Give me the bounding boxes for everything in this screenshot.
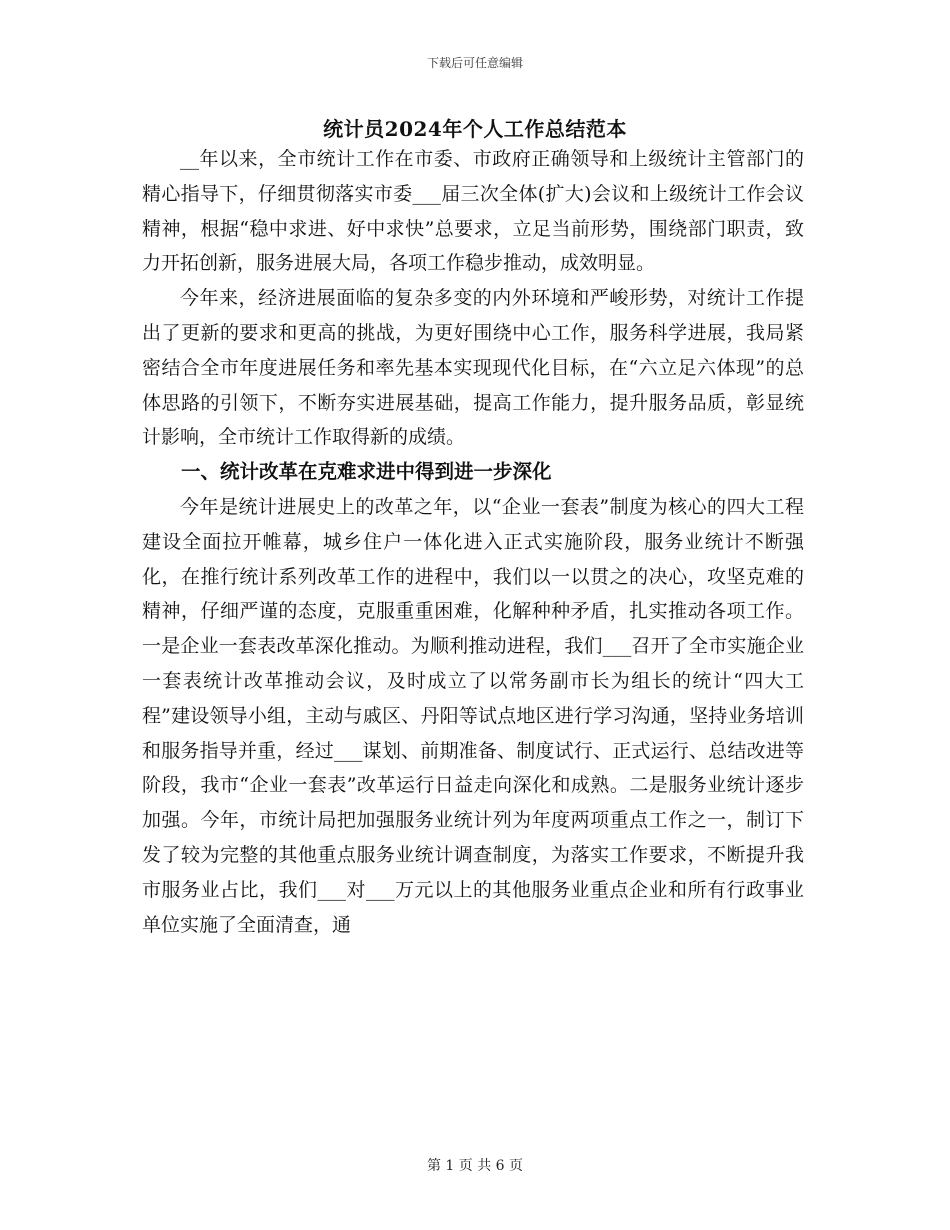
section-heading-1: 一、统计改革在克难求进中得到进一步深化 bbox=[181, 460, 552, 484]
header-note: 下载后可任意编辑 bbox=[426, 56, 523, 70]
page-number: 第 1 页 共 6 页 bbox=[426, 1158, 524, 1174]
document-body bbox=[142, 142, 804, 942]
body-paragraph-2: 今年来，经济进展面临的复杂多变的内外环境和严峻形势，对统计工作提出了更新的要求和更高的挑战，为更好围绕中心工作，服务科学进展，我局紧密结合全市年度进展任务和率先基本实现现代化目标，在“六立足六体现”的总体思路的引领下，不断夯实进展基础，提高工作能力，提升服务品质，彰显统计影响，全市统计工作取得新的成绩。 bbox=[142, 287, 804, 449]
section-paragraph-1: 今年是统计进展史上的改革之年，以“企业一套表”制度为核心的四大工程建设全面拉开帷幕，城乡住户一体化进入正式实施阶段，服务业统计不断强化，在推行统计系列改革工作的进程中，我们以一以贯之的决心，攻坚克难的精神，仔细严谨的态度，克服重重困难，化解种种矛盾，扎实推动各项工作。一是企业一套表改革深化推动。为顺利推动进程，我们___召开了全市实施企业一套表统计改革推动会议，及时成立了以常务副市长为组长的统计“四大工程”建设领导小组，主动与戚区、丹阳等试点地区进行学习沟通，坚持业务培训和服务指导并重，经过___谋划、前期准备、制度试行、正式运行、总结改进等阶段，我市“企业一套表”改革运行日益走向深化和成熟。二是服务业统计逐步加强。今年，市统计局把加强服务业统计列为年度两项重点工作之一，制订下发了较为完整的其他重点服务业统计调查制度，为落实工作要求，不断提升我市服务业占比，我们___对___万元以上的其他服务业重点企业和所有行政事业单位实施了全面清查，通 bbox=[142, 495, 804, 936]
body-paragraph-1: __年以来，全市统计工作在市委、市政府正确领导和上级统计主管部门的精心指导下，仔细贯彻落实市委___届三次全体(扩大)会议和上级统计工作会议精神，根据“稳中求进、好中求快”总要求，立足当前形势，围绕部门职责，致力开拓创新，服务进展大局，各项工作稳步推动，成效明显。 bbox=[142, 148, 804, 275]
document-title: 统计员2024年个人工作总结范本 bbox=[323, 117, 627, 141]
